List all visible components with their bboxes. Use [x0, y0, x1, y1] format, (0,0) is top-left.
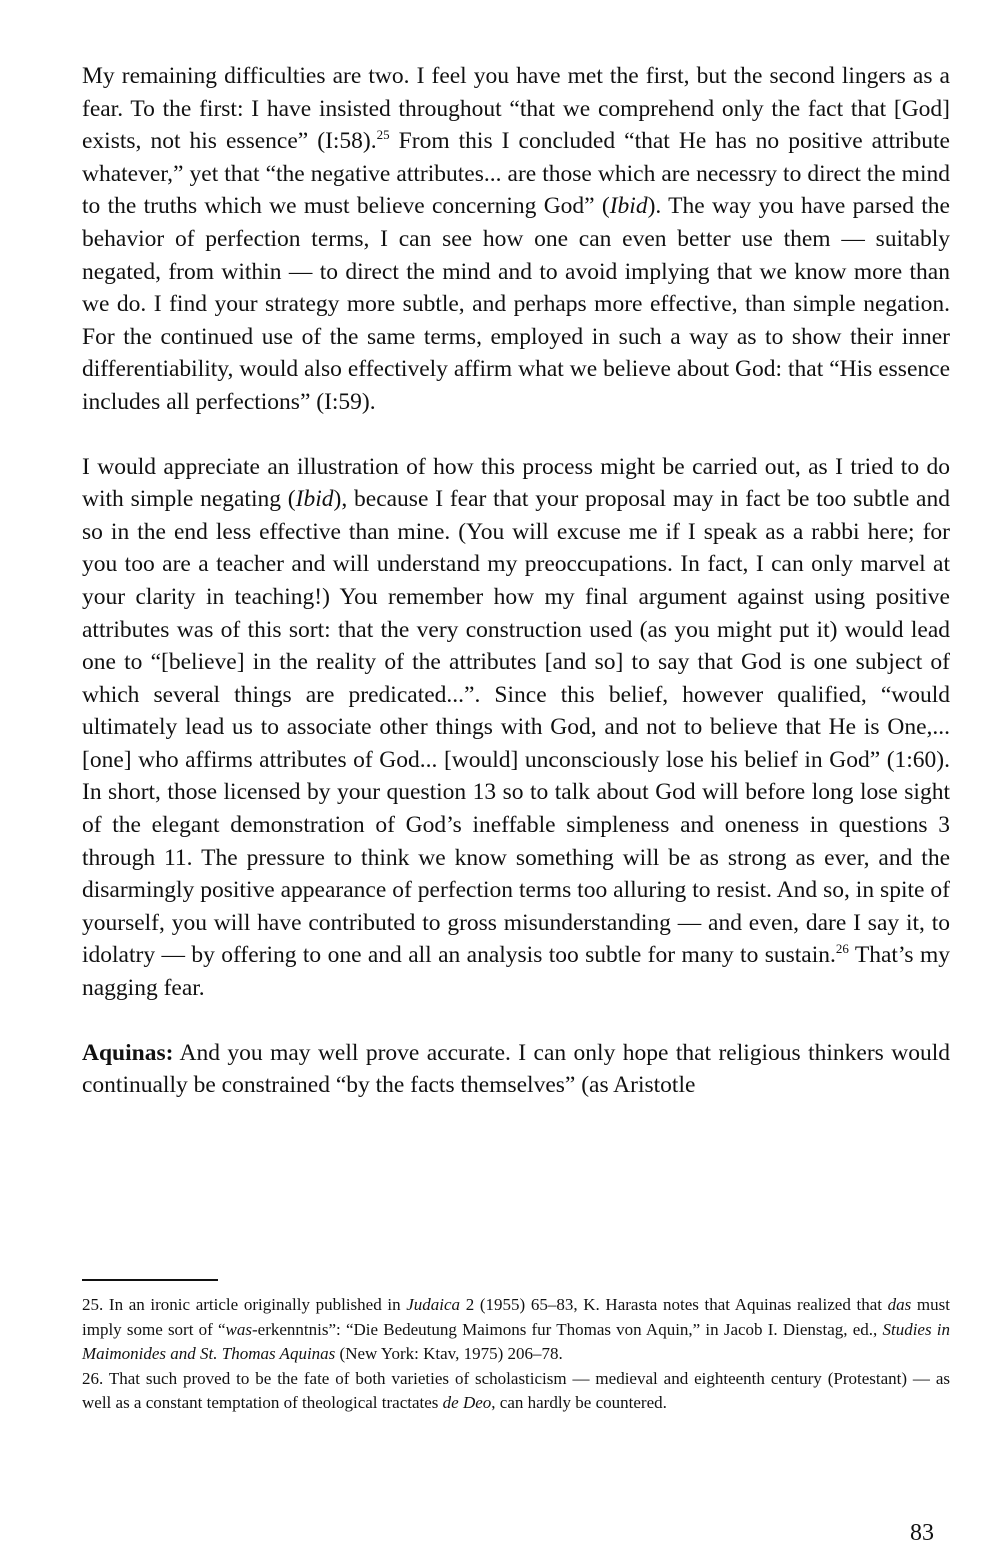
italic-run: Judaica	[406, 1295, 461, 1314]
text-run: ), because I fear that your proposal may in fact be too subtle and so in the end less effective than mine. (You will excuse me if I speak as a rabbi here; for you too are a teacher and will understand my preoccupations. In fact, I can only marvel at your clarity in teaching!) You remember how my final argument against using positive attributes was of this sort: that the very construction used (as you might put it) would lead one to “[believe] in the reality of the attributes [and so] to say that God is one subject of which several things are predicated...”. Since this belief, however qualified, “would ultimately lead us to associate other things with God, and not to believe that He is One,... [one] who affirms attributes of God... [would] unconsciously lose his belief in God” (1:60). In short, those licensed by your question 13 so to talk about God will before long lose sight of the elegant demonstration of God’s ineffable simpleness and oneness in questions 3 through 11. The pressure to think we know something will be as strong as ever, and the disarmingly positive appearance of perfection terms too alluring to resist. And so, in spite of yourself, you will have contributed to gross misunderstanding — and even, dare I say it, to idolatry — by offering to one and all an analysis too subtle for many to sustain.	[82, 486, 950, 969]
text-run: 26. That such proved to be the fate of both varieties of scholasticism — medieval and eighteenth century (Protestant) — as well as a constant temptation of theological tractates	[82, 1368, 950, 1413]
text-run: (New York: Ktav, 1975) 206–78.	[335, 1344, 563, 1364]
text-run: 2 (1955) 65–83, K. Harasta notes that Aquinas realized that	[460, 1295, 888, 1314]
page-body	[82, 60, 950, 1102]
text-run: My remaining difficulties are two. I feel you have met the first, but the second lingers as a fear. To the first: I have insisted throughout “that we comprehend only the fact that [God] exists, not his essence” (I:58).	[82, 63, 950, 155]
text-run: And you may well prove accurate. I can only hope that religious thinkers would continually be constrained “by the facts themselves” (as Aristotle	[82, 1039, 950, 1099]
italic-run: Ibid	[609, 193, 648, 220]
italic-run: Studies in Maimonides and St. Thomas Aquinas	[82, 1319, 950, 1364]
text-run: ). The way you have parsed the behavior of perfection terms, I can see how one can even better use them — suitably negated, from within — to direct the mind and to avoid implying that we know more than we do. I find your strategy more subtle, and perhaps more effective, than simple negation. For the continued use of the same terms, employed in such a way as to show their inner differentiability, would also effectively affirm what we believe about God: that “His essence includes all perfections” (I:59).	[82, 193, 950, 415]
paragraph-difficulties	[82, 60, 950, 419]
paragraph-illustration	[82, 451, 950, 1005]
italic-run: was	[225, 1319, 253, 1339]
footnote-26	[82, 1367, 950, 1416]
italic-run: de Deo	[442, 1393, 492, 1413]
footnote-marker: 26	[835, 941, 849, 957]
paragraph-aquinas-reply	[82, 1037, 950, 1102]
text-run: That’s my nagging fear.	[82, 942, 950, 1002]
text-run: -erkenntnis”: “Die Bedeutung Maimons fur Thomas von Aquin,” in Jacob I. Dienstag, ed.,	[252, 1319, 883, 1339]
text-run: I would appreciate an illustration of how this process might be carried out, as I tried to do with simple negating (	[82, 453, 950, 513]
speaker-label: Aquinas:	[82, 1039, 174, 1066]
footnote-marker: 25	[376, 127, 390, 143]
footnotes	[82, 1293, 950, 1416]
text-run: must imply some sort of “	[82, 1295, 950, 1339]
italic-run: das	[887, 1295, 912, 1314]
text-run: , can hardly be countered.	[491, 1393, 667, 1413]
footnote-divider	[82, 1279, 218, 1281]
text-run: 25. In an ironic article originally published in	[82, 1295, 407, 1314]
footnote-25	[82, 1293, 950, 1367]
italic-run: Ibid	[295, 486, 334, 513]
text-run: From this I concluded “that He has no positive attribute whatever,” yet that “the negative attributes... are those which are necessry to direct the mind to the truths which we must believe concerning God” (	[82, 128, 950, 220]
page-number: 83	[910, 1520, 934, 1546]
